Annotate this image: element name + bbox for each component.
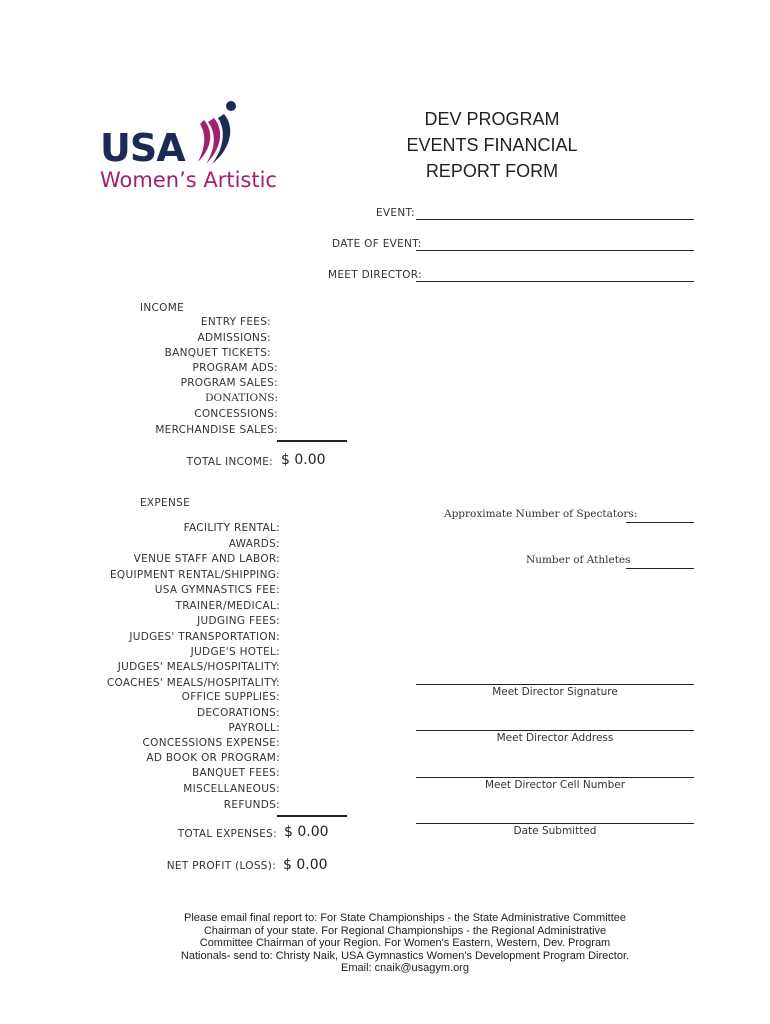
- expense-item: AWARDS:: [228, 538, 280, 550]
- expense-item: VENUE STAFF AND LABOR:: [133, 553, 280, 565]
- address-field[interactable]: [416, 730, 694, 731]
- title-line: REPORT FORM: [425, 161, 559, 181]
- form-title: [382, 106, 602, 184]
- title-line: EVENTS FINANCIAL: [406, 135, 578, 155]
- spectators-field[interactable]: [626, 522, 694, 523]
- income-item: CONCESSIONS:: [194, 408, 278, 420]
- footer-line: Nationals- send to: Christy Naik, USA Gymnastics Women's Development Program Director.: [180, 949, 630, 962]
- gymnast-swoosh-icon: [194, 98, 244, 168]
- income-heading: INCOME: [140, 302, 185, 314]
- expense-item: TRAINER/MEDICAL:: [175, 600, 280, 612]
- expense-item: JUDGES' MEALS/HOSPITALITY:: [117, 661, 280, 673]
- expense-item: REFUNDS:: [223, 799, 280, 811]
- signature-label: Meet Director Signature: [492, 686, 618, 698]
- expense-item: JUDGES' TRANSPORTATION:: [129, 631, 280, 643]
- event-label: EVENT:: [376, 207, 415, 219]
- expense-item: JUDGING FEES:: [197, 615, 280, 627]
- logo-subtitle: Women’s Artistic: [100, 168, 277, 192]
- signature-field[interactable]: [416, 684, 694, 685]
- income-item: PROGRAM SALES:: [180, 377, 278, 389]
- expense-item: CONCESSIONS EXPENSE:: [142, 737, 280, 749]
- expense-item: AD BOOK OR PROGRAM:: [146, 752, 280, 764]
- logo-usa-text: USA: [100, 126, 185, 170]
- spectators-label: Approximate Number of Spectators:: [444, 508, 638, 520]
- date-of-event-label: DATE OF EVENT:: [332, 238, 422, 250]
- income-item: DONATIONS:: [205, 392, 278, 404]
- footer-line: Chairman of your state. For Regional Championships - the Regional Administrative: [203, 924, 607, 937]
- income-item: MERCHANDISE SALES:: [155, 424, 278, 436]
- net-profit-label: NET PROFIT (LOSS):: [166, 860, 276, 872]
- income-item: BANQUET TICKETS:: [164, 347, 271, 359]
- expense-item: USA GYMNASTICS FEE:: [154, 584, 280, 596]
- meet-director-field[interactable]: [416, 281, 694, 282]
- event-field[interactable]: [416, 219, 694, 220]
- footer-line: Committee Chairman of your Region. For Women's Eastern, Western, Dev. Program: [199, 937, 611, 949]
- total-expenses-value: $ 0.00: [284, 824, 329, 840]
- cell-number-label: Meet Director Cell Number: [484, 779, 626, 791]
- cell-number-field[interactable]: [416, 777, 694, 778]
- expense-item: EQUIPMENT RENTAL/SHIPPING:: [109, 569, 280, 581]
- expense-item: COACHES' MEALS/HOSPITALITY:: [106, 677, 280, 689]
- footer-line: Email: cnaik@usagym.org: [341, 962, 469, 974]
- total-expenses-label: TOTAL EXPENSES:: [177, 828, 277, 840]
- expense-heading: EXPENSE: [140, 497, 191, 509]
- expense-item: JUDGE'S HOTEL:: [190, 646, 280, 658]
- address-label: Meet Director Address: [496, 732, 614, 744]
- expense-item: FACILITY RENTAL:: [183, 522, 280, 534]
- athletes-label: Number of Athletes: [526, 554, 631, 566]
- expense-subtotal-rule: [277, 815, 347, 817]
- income-item: ADMISSIONS:: [197, 332, 271, 344]
- submission-instructions: [145, 912, 665, 975]
- income-item: PROGRAM ADS:: [192, 362, 278, 374]
- footer-line: Please email final report to: For State Championships - the State Administrative Committee: [183, 912, 627, 924]
- income-item: ENTRY FEES:: [200, 316, 271, 328]
- total-income-label: TOTAL INCOME:: [186, 456, 273, 468]
- title-line: DEV PROGRAM: [424, 109, 560, 129]
- date-of-event-field[interactable]: [416, 250, 694, 251]
- expense-item: OFFICE SUPPLIES:: [181, 691, 280, 703]
- usa-womens-artistic-logo: [98, 98, 328, 198]
- total-income-value: $ 0.00: [281, 452, 326, 468]
- expense-item: PAYROLL:: [228, 722, 280, 734]
- income-subtotal-rule: [277, 440, 347, 442]
- date-submitted-field[interactable]: [416, 823, 694, 824]
- expense-item: BANQUET FEES:: [192, 767, 280, 779]
- athletes-field[interactable]: [626, 568, 694, 569]
- date-submitted-label: Date Submitted: [513, 825, 597, 837]
- net-profit-value: $ 0.00: [283, 857, 328, 873]
- meet-director-label: MEET DIRECTOR:: [328, 269, 422, 281]
- expense-item: MISCELLANEOUS:: [183, 783, 280, 795]
- expense-item: DECORATIONS:: [197, 707, 280, 719]
